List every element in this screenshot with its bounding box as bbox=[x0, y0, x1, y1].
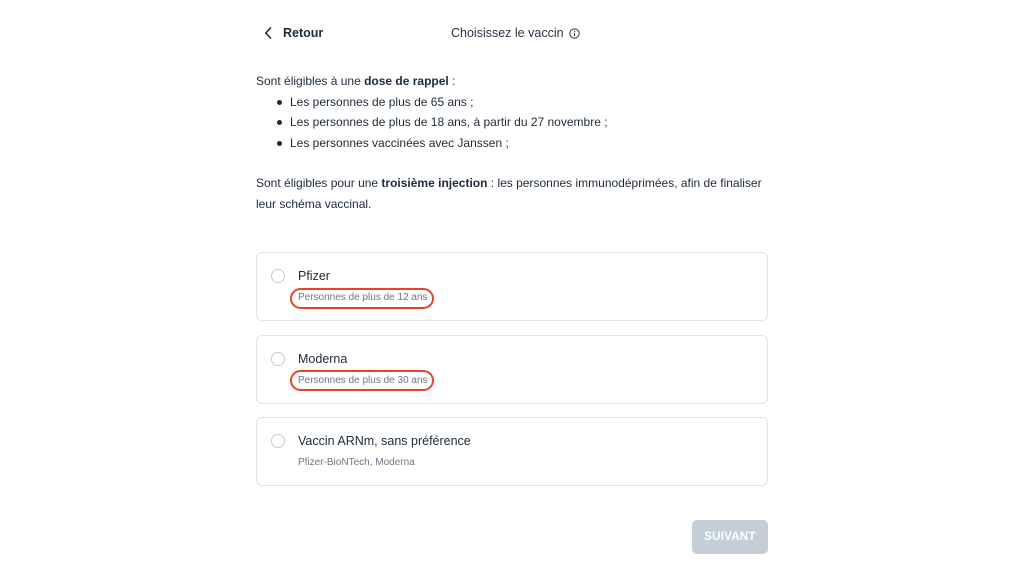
list-item: Les personnes vaccinées avec Janssen ; bbox=[256, 133, 776, 154]
next-button[interactable]: SUIVANT bbox=[692, 520, 768, 554]
vaccine-option-arnm[interactable] bbox=[256, 417, 768, 486]
page-title-group bbox=[451, 26, 580, 40]
booster-paragraph bbox=[256, 71, 776, 92]
eligibility-text bbox=[256, 71, 776, 214]
list-item: Les personnes de plus de 65 ans ; bbox=[256, 92, 776, 113]
option-subtitle: Personnes de plus de 12 ans bbox=[298, 292, 428, 303]
vaccine-option-pfizer[interactable] bbox=[256, 252, 768, 321]
option-title: Pfizer bbox=[298, 269, 330, 283]
option-subtitle: Pfizer-BioNTech, Moderna bbox=[298, 457, 415, 468]
booster-bold: dose de rappel bbox=[364, 74, 449, 88]
list-item: Les personnes de plus de 18 ans, à partir du 27 novembre ; bbox=[256, 112, 776, 133]
radio-unchecked-icon[interactable] bbox=[271, 269, 285, 283]
page-title: Choisissez le vaccin bbox=[451, 26, 564, 40]
eligibility-list bbox=[256, 92, 776, 154]
third-dose-suffix: : les personnes immunodéprimées, afin de finaliser leur schéma vaccinal. bbox=[256, 176, 762, 211]
option-subtitle: Personnes de plus de 30 ans bbox=[298, 375, 428, 386]
option-title: Moderna bbox=[298, 352, 348, 366]
back-label: Retour bbox=[283, 26, 324, 40]
chevron-left-icon bbox=[264, 27, 272, 39]
vaccine-option-moderna[interactable] bbox=[256, 335, 768, 404]
option-title: Vaccin ARNm, sans préférence bbox=[298, 434, 471, 448]
radio-unchecked-icon[interactable] bbox=[271, 352, 285, 366]
third-dose-prefix: Sont éligibles pour une bbox=[256, 176, 382, 190]
booster-prefix: Sont éligibles à une bbox=[256, 74, 365, 88]
booster-suffix: : bbox=[448, 74, 456, 88]
back-button[interactable] bbox=[264, 26, 323, 40]
header bbox=[256, 26, 768, 46]
info-circle-icon[interactable] bbox=[569, 28, 580, 39]
radio-unchecked-icon[interactable] bbox=[271, 434, 285, 448]
third-dose-bold: troisième injection bbox=[381, 176, 488, 190]
third-dose-paragraph bbox=[256, 173, 776, 214]
